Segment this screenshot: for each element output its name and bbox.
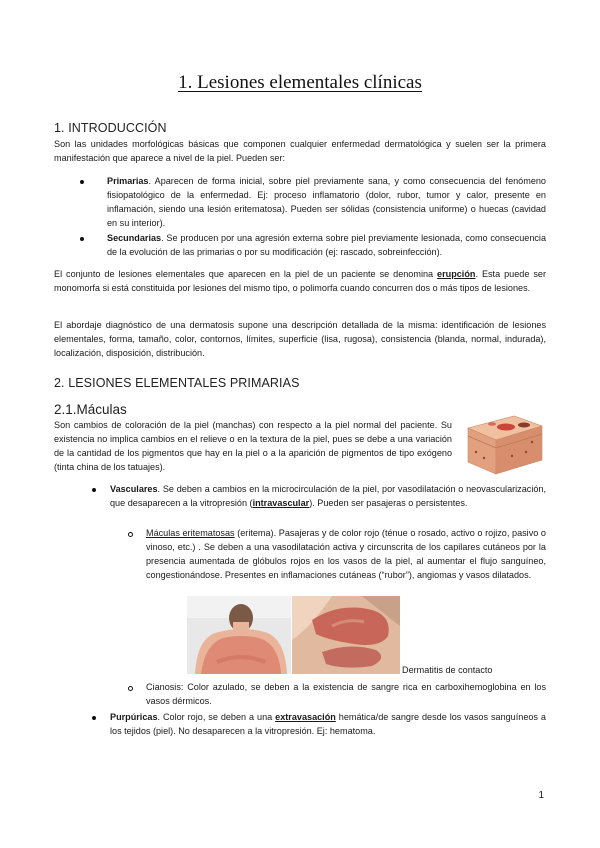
section-heading-primarias: 2. LESIONES ELEMENTALES PRIMARIAS bbox=[54, 376, 300, 390]
section-heading-introduccion: 1. INTRODUCCIÓN bbox=[54, 121, 167, 135]
term-intravascular: intravascular bbox=[252, 498, 310, 508]
term-extravasacion: extravasación bbox=[275, 712, 336, 722]
bullet-term: Primarias bbox=[107, 176, 149, 186]
bullet-secundarias bbox=[107, 231, 546, 259]
bullet-primarias bbox=[107, 174, 546, 230]
text-run: (eritema). Pasajeras y de color rojo (ténue o rosado, activo o rojizo, pasivo o vinoso, etc.) . Se deben a una vasodilatación activa y circunscrita de los capilares cutáneos por la presencia aumentada de glóbulos rojos en los vasos de la piel, al aumentar el flujo sanguíneo, congestionándose. Presentes en inflamaciones cutáneas (“rubor”), angiomas y vasos dilatados. bbox=[146, 528, 546, 580]
text-run: ). Pueden ser pasajeras o persistentes. bbox=[309, 498, 468, 508]
text-run: El conjunto de lesiones elementales que aparecen en la piel de un paciente se denomina bbox=[54, 269, 438, 279]
page-number: 1 bbox=[538, 790, 544, 801]
text-run: . Se deben a cambios en la microcirculación de la piel, por vasodilatación o neovascularización, que desaparecen a la vitropresión ( bbox=[110, 484, 546, 508]
bullet-text: . Aparecen de forma inicial, sobre piel previamente sana, y como consecuencia del fenómeno fisiopatológico de la enfermedad. Ej: proceso inflamatorio (dolor, rubor, tumor y calor, presente en inflamación, siendo una lesión eritematosa). Pueden ser sólidas (consistencia uniforme) o huecas (cavidad en su interior). bbox=[107, 176, 546, 228]
maculas-paragraph: Son cambios de coloración de la piel (manchas) con respecto a la piel normal del paciente. Su existencia no implica cambios en el relieve o en la textura de la piel, pues se debe a una variación de la cantidad de los pigmentos que hay en la piel o a la aparición de pigmentos de tipo exógeno (tinta china de los tatuajes). bbox=[54, 420, 452, 472]
abordaje-paragraph: El abordaje diagnóstico de una dermatosis supone una descripción detallada de la misma: identificación de lesiones elementales, forma, tamaño, color, contornos, límites, superficie (lisa, rugosa), consistencia (blanda, normal, indurada), localización, disposición, distribución. bbox=[54, 320, 546, 358]
subbullet-maculas-eritematosas bbox=[146, 526, 546, 582]
bullet-dot-icon bbox=[92, 488, 96, 492]
bullet-term: Purpúricas bbox=[110, 712, 158, 722]
erupcion-paragraph bbox=[54, 267, 546, 295]
bullet-dot-icon bbox=[80, 237, 84, 241]
text-run: . Color rojo, se deben a una bbox=[157, 712, 276, 722]
text-run: . Esta puede ser monomorfa si está constituida por lesiones del mismo tipo, o polimorfa cuando concurren dos o más tipos de lesiones. bbox=[54, 269, 546, 293]
bullet-dot-icon bbox=[92, 716, 96, 720]
term-erupcion: erupción bbox=[437, 269, 476, 279]
subbullet-cianosis: Cianosis: Color azulado, se deben a la existencia de sangre rica en carboxihemoglobina en los vasos dérmicos. bbox=[146, 682, 546, 706]
bullet-term: Vasculares bbox=[110, 484, 158, 494]
skin-diagram-icon bbox=[462, 412, 546, 478]
intro-paragraph: Son las unidades morfológicas básicas que componen cualquier enfermedad dermatológica y suelen ser la primera manifestación que aparece a nivel de la piel. Pueden ser: bbox=[54, 139, 546, 163]
photo-caption: Dermatitis de contacto bbox=[402, 665, 493, 675]
photo-back-erythema bbox=[187, 596, 291, 674]
hollow-circle-icon bbox=[128, 532, 133, 537]
term-maculas-eritematosas: Máculas eritematosas bbox=[146, 528, 235, 538]
page-title: 1. Lesiones elementales clínicas bbox=[178, 72, 422, 93]
bullet-text: . Se producen por una agresión externa sobre piel previamente lesionada, como consecuencia de la evolución de las primarias o por su modificación (ej: rascado, sobreinfección). bbox=[107, 233, 546, 257]
hollow-circle-icon bbox=[128, 686, 133, 691]
bullet-vasculares bbox=[110, 482, 546, 510]
bullet-term: Secundarias bbox=[107, 233, 162, 243]
text-run: hemática/de sangre desde los vasos sanguíneos a los tejidos (piel). No desaparecen a la vitropresión. Ej: hematoma. bbox=[110, 712, 546, 736]
bullet-dot-icon bbox=[80, 180, 84, 184]
bullet-purpuricas bbox=[110, 710, 546, 738]
photo-contact-dermatitis bbox=[292, 596, 400, 674]
subsection-heading-maculas: 2.1.Máculas bbox=[54, 402, 127, 417]
